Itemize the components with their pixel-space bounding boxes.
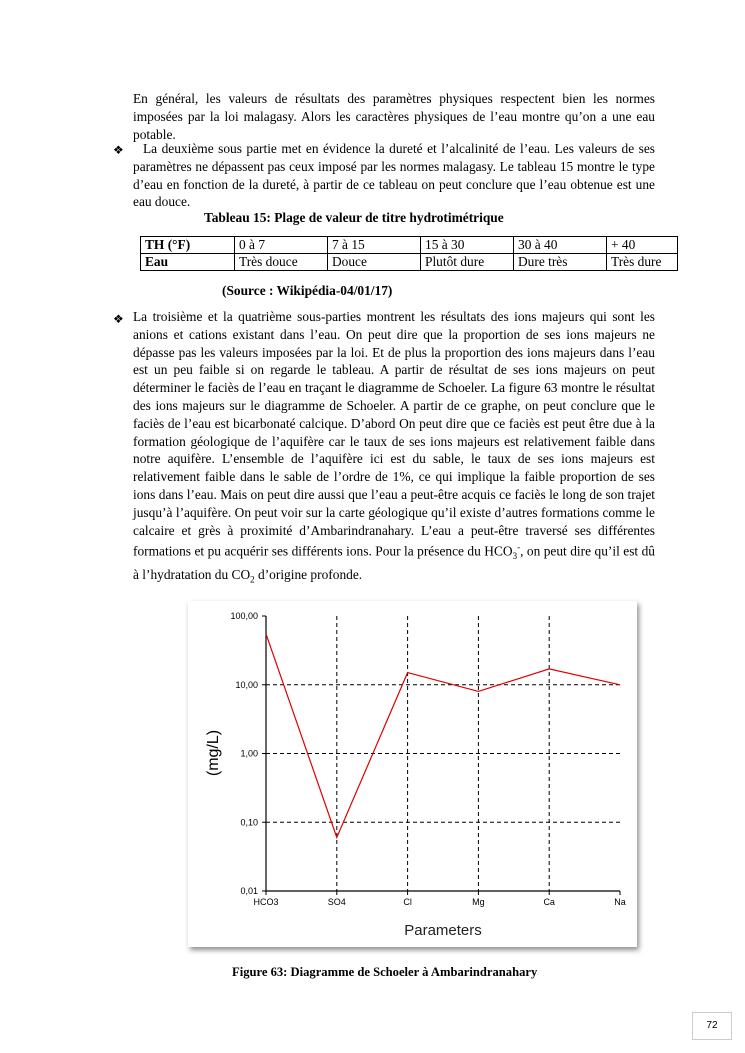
table-cell: TH (°F) <box>141 237 235 254</box>
y-tick-label: 10,00 <box>235 679 258 690</box>
series-line <box>266 634 620 838</box>
table-source: (Source : Wikipédia-04/01/17) <box>222 283 393 298</box>
table-row <box>141 254 678 271</box>
page-number: 72 <box>692 1012 732 1040</box>
table-cell: 0 à 7 <box>235 237 328 254</box>
y-tick-label: 1,00 <box>240 748 258 759</box>
table-row <box>141 237 678 254</box>
x-tick-label: Cl <box>403 897 412 907</box>
y-tick-label: 0,10 <box>240 817 258 828</box>
paragraph-hardness: La deuxième sous partie met en évidence la dureté et l’alcalinité de l’eau. Les valeurs de ses paramètres ne dépassent pas ceux imposé par les normes malagasy. Le tableau 15 montre le type d’eau en fonction de la dureté, à partir de ce tableau on peut conclure que l’eau obtenue est une eau douce. <box>133 141 655 210</box>
x-axis-ticks <box>253 891 625 907</box>
schoeler-chart <box>188 601 637 947</box>
paragraph-physical-params: En général, les valeurs de résultats des paramètres physiques respectent bien les normes imposées par la loi malagasy. Alors les caractères physiques de l’eau montre qu’on a une eau potable. <box>133 91 655 142</box>
chart-grid <box>266 616 620 891</box>
paragraph-text: , on peut dire qu’il est dû à l’hydratation du CO <box>133 543 655 583</box>
x-tick-label: Na <box>614 897 626 907</box>
y-tick-label: 100,00 <box>230 611 258 621</box>
x-tick-label: Ca <box>543 897 555 907</box>
paragraph-text: La troisième et la quatrième sous-parties montrent les résultats des ions majeurs qui sont les anions et cations existant dans l’eau. On peut dire que la proportion de ses ions majeurs ne dépasse pas les valeurs imposées par la loi. Et de plus la proportion des ions majeurs dans l’eau est un peu faible si on regarde le tableau. A partir de résultat de ses ions majeurs on peut déterminer le faciès de l’eau en traçant le diagramme de Schoeler. La figure 63 montre le résultat des ions majeurs sur le diagramme de Schoeler. A partir de ce graphe, on peut conclure que le faciès de l’eau est bicarbonaté calcique. D’abord On peut dire que ce faciès est peut être due à la formation géologique de l’aquifère car le taux de ses ions majeurs est relativement faible dans notre aquifère. L’ensemble de l’aquifère ici est du sable, le taux de ses ions majeurs est relativement faible dans le sable de l’ordre de 1%, ce qui implique la faible proportion de ses ions dans l’eau. Mais on peut dire aussi que l’eau a peut-être acquis ce faciès le long de son trajet jusqu’à l’aquifère. On peut voir sur la carte géologique qu’il existe d’autres formations comme le calcaire et grès à proximité d’Ambarindranahary. L’eau a peut-être traversé ses différentes formations et pu acquérir ses différents ions. Pour la présence du HCO <box>133 309 655 559</box>
y-axis-label: (mg/L) <box>205 729 222 777</box>
table-cell: Douce <box>328 254 421 271</box>
bullet-icon: ❖ <box>113 312 124 326</box>
table-cell: Eau <box>141 254 235 271</box>
bullet-icon: ❖ <box>113 143 124 157</box>
superscript: - <box>517 542 521 553</box>
x-tick-label: Mg <box>472 897 485 907</box>
hardness-table <box>140 236 678 271</box>
table-cell: Dure très <box>514 254 607 271</box>
x-tick-label: HCO3 <box>253 897 279 907</box>
table-cell: Très douce <box>235 254 328 271</box>
x-tick-label: SO4 <box>327 897 346 907</box>
table-cell: 30 à 40 <box>514 237 607 254</box>
figure-caption: Figure 63: Diagramme de Schoeler à Ambarindranahary <box>232 965 538 979</box>
subscript: 2 <box>250 574 255 585</box>
subscript: 3 <box>512 551 518 562</box>
paragraph-major-ions <box>133 308 655 590</box>
table-cell: + 40 <box>607 237 678 254</box>
x-axis-label: Parameters <box>404 922 482 939</box>
y-axis-ticks <box>230 611 266 896</box>
y-tick-label: 0,01 <box>240 886 258 896</box>
table-cell: Plutôt dure <box>421 254 514 271</box>
table-cell: 7 à 15 <box>328 237 421 254</box>
table-caption: Tableau 15: Plage de valeur de titre hydrotimétrique <box>204 210 504 225</box>
schoeler-figure <box>188 601 637 947</box>
paragraph-text: d’origine profonde. <box>254 567 363 583</box>
table-cell: 15 à 30 <box>421 237 514 254</box>
table-cell: Très dure <box>607 254 678 271</box>
